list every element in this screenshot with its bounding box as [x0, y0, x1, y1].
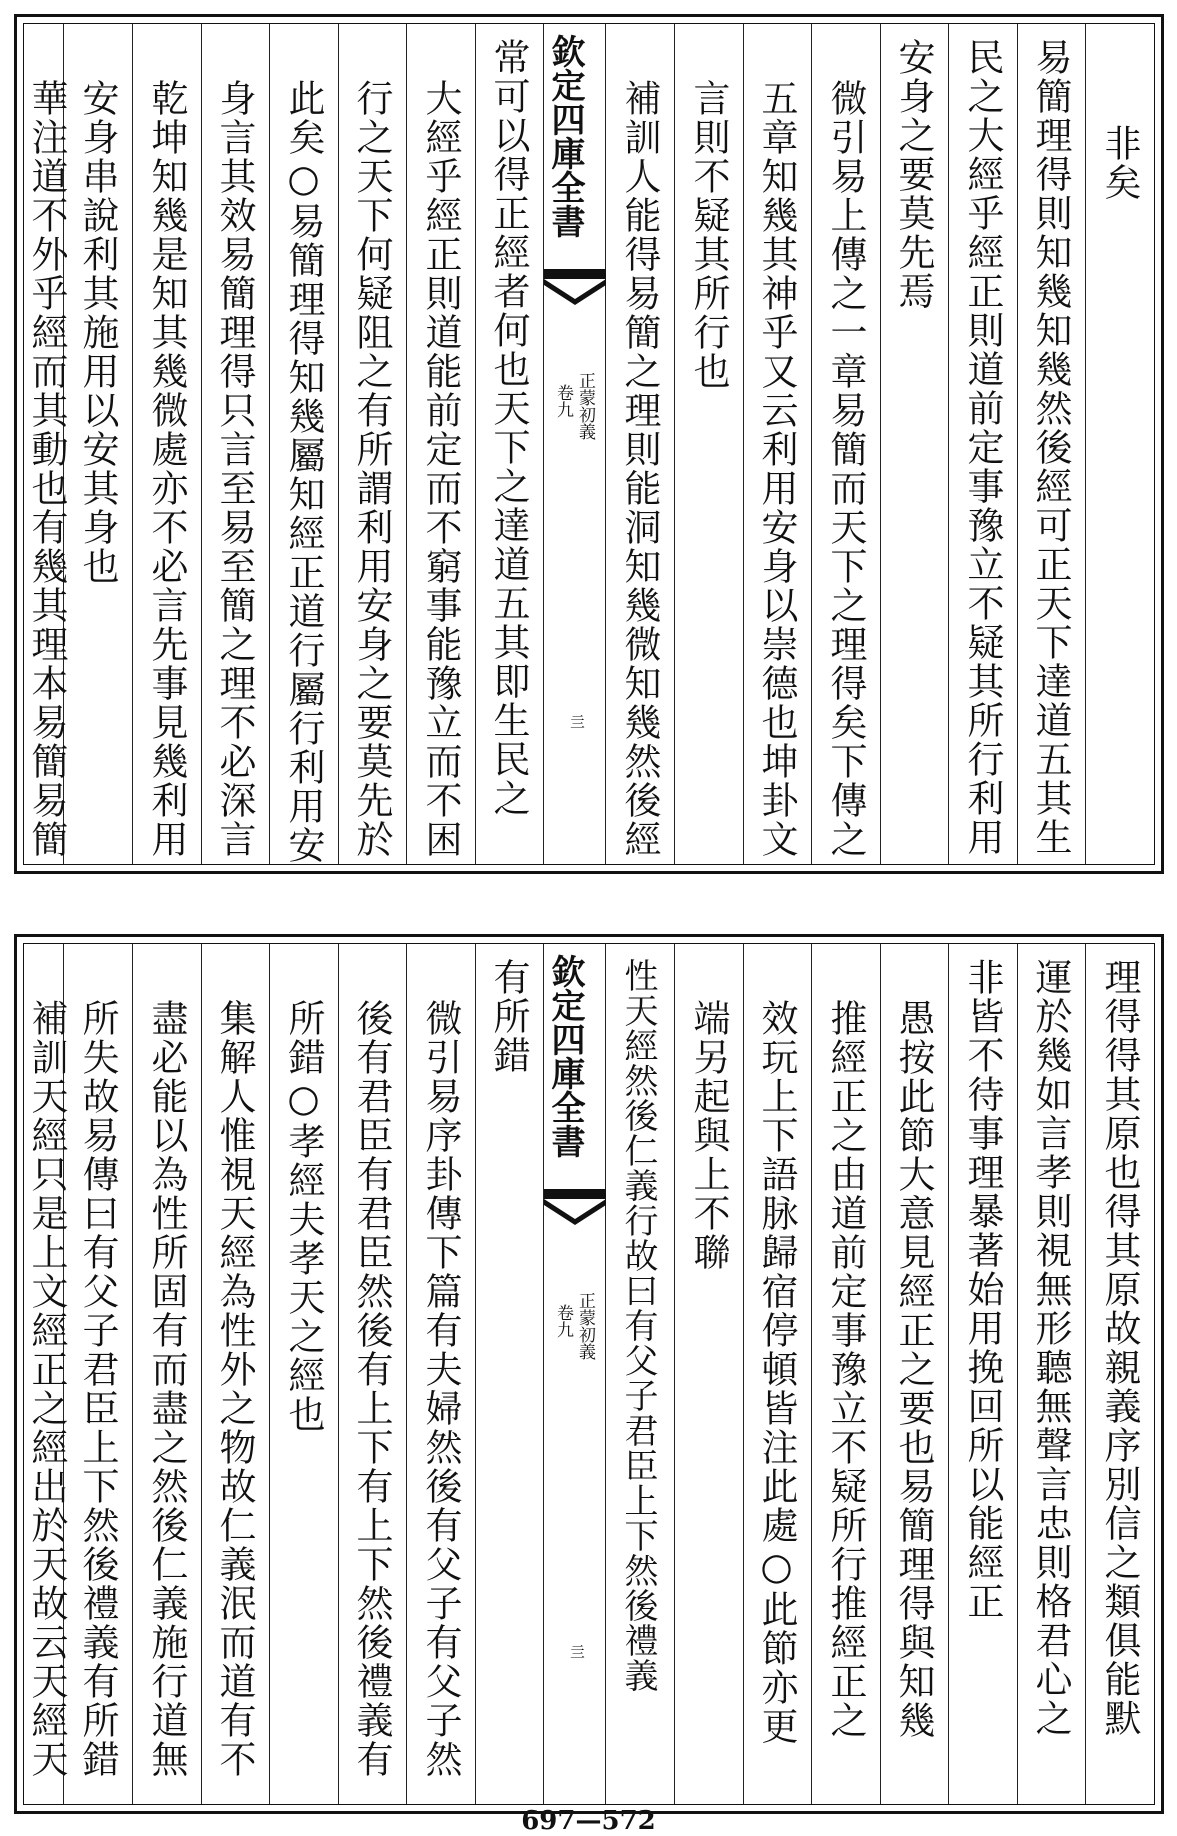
lower-column-10-text: 微引易序卦傳下篇有夫婦然後有父子有父子然 [419, 999, 462, 1779]
lower-fishtail-mark [544, 1189, 606, 1235]
upper-column-13 [201, 24, 270, 864]
upper-column-4 [880, 24, 949, 864]
lower-column-8 [606, 944, 675, 1804]
lower-center-folio: 亖 [568, 1644, 586, 1659]
lower-column-11 [338, 944, 407, 1804]
upper-column-3-text: 民之大經乎經正則道前定事豫立不疑其所行利用 [961, 38, 1004, 857]
lower-column-13-text: 集解人惟視天經為性外之物故仁義泯而道有不 [213, 999, 256, 1779]
upper-column-16-text: 華注道不外乎經而其動也有幾其理本易簡易簡 [25, 79, 68, 859]
lower-column-4 [880, 944, 949, 1804]
lower-column-11-text: 後有君臣有君臣然後有上下有上下然後禮義有 [350, 999, 393, 1779]
lower-column-6 [743, 944, 812, 1804]
upper-center-column [544, 24, 606, 864]
lower-center-volume: 卷九 [553, 1304, 573, 1338]
lower-center-column [544, 944, 606, 1804]
upper-center-book-title: 正蒙初義 [575, 372, 595, 440]
upper-column-6-text: 五章知幾其神乎又云利用安身以崇德也坤卦文 [755, 79, 798, 859]
upper-column-5 [812, 24, 881, 864]
upper-column-11 [338, 24, 407, 864]
upper-column-14-text: 乾坤知幾是知其幾微處亦不必言先事見幾利用 [145, 79, 188, 859]
upper-column-8-text: 補訓人能得易簡之理則能洞知幾微知幾然後經 [618, 79, 661, 859]
lower-column-9-text: 有所錯 [487, 958, 530, 1075]
upper-center-title: 欽定四庫全書 [545, 34, 585, 238]
lower-page [14, 934, 1164, 1814]
upper-column-8 [606, 24, 675, 864]
lower-column-16-text: 補訓天經只是上文經正之經出於天故云天經天 [25, 999, 68, 1779]
lower-page-frame [23, 943, 1155, 1805]
lower-column-5 [812, 944, 881, 1804]
upper-center-volume: 卷九 [553, 384, 573, 418]
upper-column-3 [949, 24, 1018, 864]
upper-column-10 [407, 24, 476, 864]
upper-page [14, 14, 1164, 874]
lower-column-14 [133, 944, 202, 1804]
lower-column-12-text: 所錯○孝經夫孝天之經也 [282, 999, 325, 1434]
upper-column-6 [743, 24, 812, 864]
upper-column-15-text: 安身串說利其施用以安其身也 [76, 79, 119, 586]
upper-center-folio: 亖 [568, 714, 586, 729]
upper-column-7-text: 言則不疑其所行也 [687, 79, 730, 391]
lower-column-6-text: 效玩上下語脉歸宿停頓皆注此處○此節亦更 [755, 999, 798, 1746]
upper-column-16 [0, 24, 68, 864]
lower-column-15 [64, 944, 133, 1804]
lower-column-16 [0, 944, 68, 1804]
lower-column-3 [949, 944, 1018, 1804]
lower-column-13 [201, 944, 270, 1804]
upper-column-5-text: 微引易上傳之一章易簡而天下之理得矣下傳之 [824, 79, 867, 859]
lower-column-4-text: 愚按此節大意見經正之要也易簡理得與知幾 [892, 999, 935, 1740]
lower-column-15-text: 所失故易傳曰有父子君臣上下然後禮義有所錯 [76, 999, 119, 1779]
lower-column-8-text: 性天經然後仁義行故曰有父子君臣上下然後禮義 [618, 958, 658, 1693]
upper-column-9-text: 常可以得正經者何也天下之達道五其即生民之 [487, 38, 530, 818]
upper-column-13-text: 身言其效易簡理得只言至易至簡之理不必深言 [213, 79, 256, 859]
upper-fishtail-mark [544, 269, 606, 315]
lower-column-2 [1017, 944, 1086, 1804]
upper-column-12-text: 此矣○易簡理得知幾屬知經正道行屬行利用安 [282, 79, 325, 865]
upper-column-7 [675, 24, 744, 864]
lower-column-7-text: 端另起與上不聯 [687, 999, 730, 1272]
lower-column-10 [407, 944, 476, 1804]
lower-column-3-text: 非皆不待事理暴著始用挽回所以能經正 [961, 958, 1004, 1621]
lower-column-1 [1086, 944, 1155, 1804]
lower-center-title: 欽定四庫全書 [545, 954, 585, 1158]
lower-column-12 [270, 944, 339, 1804]
lower-column-14-text: 盡必能以為性所固有而盡之然後仁義施行道無 [145, 999, 188, 1779]
upper-column-4-text: 安身之要莫先焉 [892, 38, 935, 311]
upper-column-9 [475, 24, 544, 864]
upper-page-frame [23, 23, 1155, 865]
upper-column-1 [1086, 24, 1155, 864]
lower-center-book-title: 正蒙初義 [575, 1292, 595, 1360]
upper-column-2 [1017, 24, 1086, 864]
page-number: 697—572 [521, 1806, 656, 1836]
upper-column-11-text: 行之天下何疑阻之有所謂利用安身之要莫先於 [350, 79, 393, 859]
lower-column-2-text: 運於幾如言孝則視無形聽無聲言忠則格君心之 [1029, 958, 1072, 1738]
lower-column-9 [475, 944, 544, 1804]
upper-column-1-text: 非矣 [1098, 124, 1141, 202]
upper-column-15 [64, 24, 133, 864]
lower-column-5-text: 推經正之由道前定事豫立不疑所行推經正之 [824, 999, 867, 1740]
upper-column-2-text: 易簡理得則知幾知幾然後經可正天下達道五其生 [1029, 38, 1072, 857]
upper-column-14 [133, 24, 202, 864]
upper-column-12 [270, 24, 339, 864]
upper-column-10-text: 大經乎經正則道能前定而不窮事能豫立而不困 [419, 79, 462, 859]
lower-column-7 [675, 944, 744, 1804]
lower-column-1-text: 理得得其原也得其原故親義序別信之類俱能默 [1098, 958, 1141, 1738]
